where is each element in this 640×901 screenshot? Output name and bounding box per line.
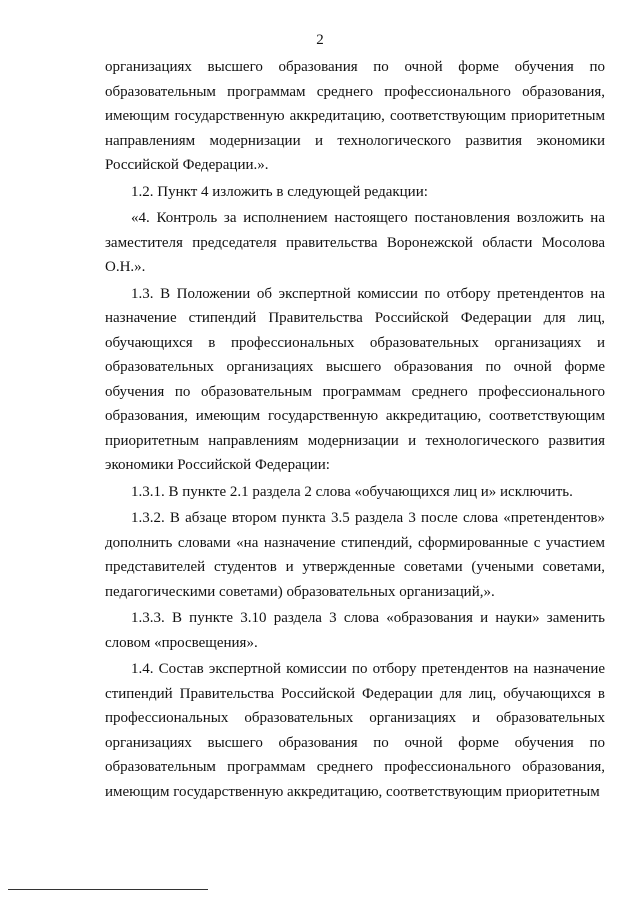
paragraph-1-3-2: 1.3.2. В абзаце втором пункта 3.5 раздела 3 после слова «претендентов» дополнить словами «на назначение стипендий, сформированные с участием представителей студентов и утвержденные советами (учеными советами, педагогическими советами) образовательных организаций,». [105, 510, 605, 600]
document-body [105, 55, 605, 804]
footer-rule [8, 889, 208, 890]
paragraph-1-4: 1.4. Состав экспертной комиссии по отбору претендентов на назначение стипендий Правительства Российской Федерации для лиц, обучающихся в профессиональных образовательных организациях и образовательных организациях высшего образования по очной форме обучения по образовательным программам среднего профессионального образования, имеющим государственную аккредитацию, соответствующим приоритетным [105, 661, 605, 800]
paragraph-1-3: 1.3. В Положении об экспертной комиссии по отбору претендентов на назначение стипендий Правительства Российской Федерации для лиц, обучающихся в профессиональных образовательных организациях и образовательных организациях высшего образования по очной форме обучения по образовательным программам среднего профессионального образования, имеющим государственную аккредитацию, соответствующим приоритетным направлениям модернизации и технологического развития экономики Российской Федерации: [105, 285, 605, 473]
paragraph-1-3-3: 1.3.3. В пункте 3.10 раздела 3 слова «образования и науки» заменить словом «просвещения». [105, 610, 605, 651]
paragraph-continuation: организациях высшего образования по очной форме обучения по образовательным программам среднего профессионального образования, имеющим государственную аккредитацию, соответствующим приоритетным направлениям модернизации и технологического развития экономики Российской Федерации.». [105, 59, 605, 173]
paragraph-quote-4: «4. Контроль за исполнением настоящего постановления возложить на заместителя председателя правительства Воронежской области Мосолова О.Н.». [105, 210, 605, 275]
paragraph-1-3-1: 1.3.1. В пункте 2.1 раздела 2 слова «обучающихся лиц и» исключить. [131, 483, 573, 500]
paragraph-1-2: 1.2. Пункт 4 изложить в следующей редакции: [131, 183, 428, 200]
page-number: 2 [316, 32, 324, 48]
